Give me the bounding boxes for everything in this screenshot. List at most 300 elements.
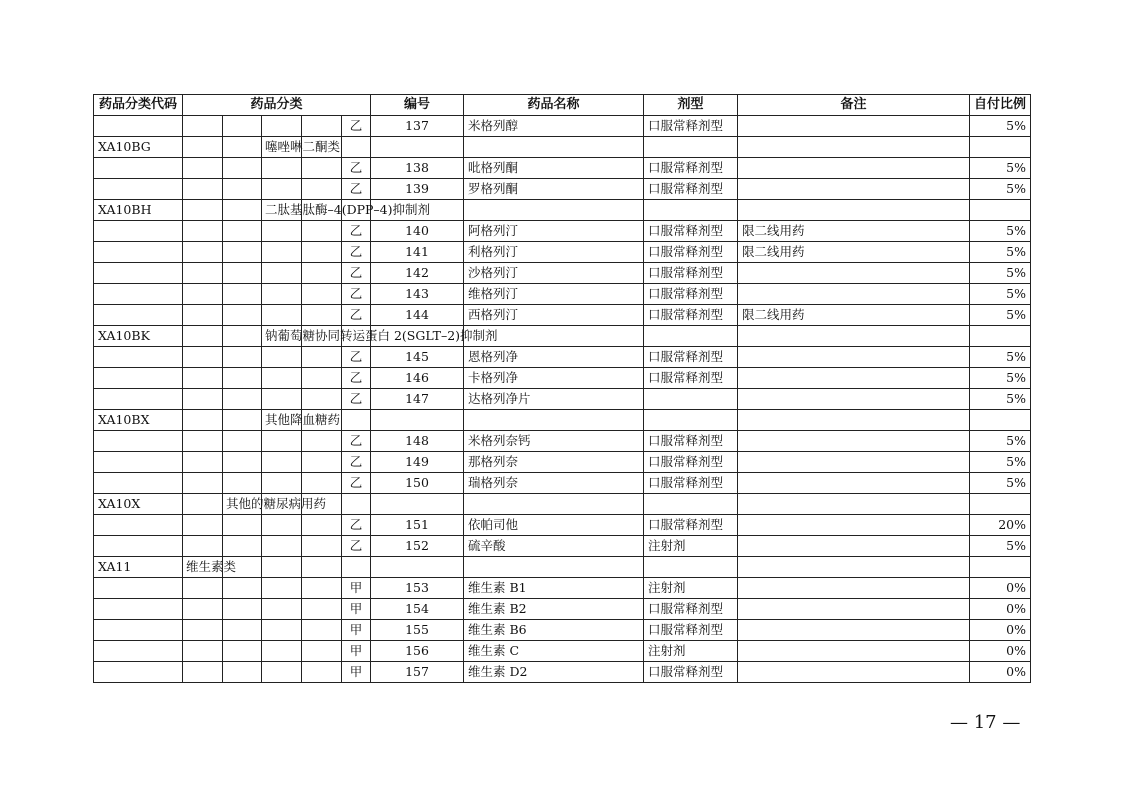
dosage-form-cell: 口服常释剂型 — [644, 620, 738, 641]
category-cell — [223, 326, 262, 347]
category-cell — [302, 641, 342, 662]
category-cell — [262, 536, 302, 557]
ratio-cell: 5% — [970, 431, 1031, 452]
category-cell — [262, 347, 302, 368]
category-cell — [262, 431, 302, 452]
note-cell — [738, 368, 970, 389]
category-cell — [262, 515, 302, 536]
category-cell — [223, 305, 262, 326]
category-cell — [183, 641, 223, 662]
category-cell — [223, 368, 262, 389]
drug-name-cell — [464, 410, 644, 431]
table-row-drug — [94, 536, 1031, 557]
drug-name-cell: 米格列醇 — [464, 116, 644, 137]
category-cell — [183, 599, 223, 620]
category-cell — [302, 662, 342, 683]
drug-name-cell — [464, 494, 644, 515]
note-cell — [738, 557, 970, 578]
grade-cell: 甲 — [342, 641, 371, 662]
category-cell — [223, 389, 262, 410]
number-cell: 148 — [371, 431, 464, 452]
category-code-cell: XA10BX — [94, 410, 183, 431]
ratio-cell: 5% — [970, 347, 1031, 368]
category-code-cell: XA10BH — [94, 200, 183, 221]
category-label: 其他降血糖药 — [265, 412, 341, 427]
category-cell — [183, 431, 223, 452]
drug-name-cell — [464, 200, 644, 221]
table-row-drug — [94, 452, 1031, 473]
category-cell — [262, 158, 302, 179]
ratio-cell: 0% — [970, 599, 1031, 620]
category-cell — [183, 347, 223, 368]
note-cell — [738, 515, 970, 536]
dosage-form-cell — [644, 137, 738, 158]
category-cell — [262, 263, 302, 284]
drug-table — [93, 94, 1031, 683]
dosage-form-cell: 口服常释剂型 — [644, 452, 738, 473]
number-cell: 143 — [371, 284, 464, 305]
category-cell — [223, 179, 262, 200]
header-category: 药品分类 — [183, 95, 371, 116]
number-cell: 152 — [371, 536, 464, 557]
table-row-drug — [94, 389, 1031, 410]
drug-name-cell: 依帕司他 — [464, 515, 644, 536]
note-cell — [738, 473, 970, 494]
number-cell: 145 — [371, 347, 464, 368]
number-cell: 140 — [371, 221, 464, 242]
category-cell — [223, 431, 262, 452]
category-cell — [262, 641, 302, 662]
code-cell — [94, 662, 183, 683]
note-cell — [738, 179, 970, 200]
category-cell — [223, 116, 262, 137]
dosage-form-cell: 注射剂 — [644, 641, 738, 662]
category-cell — [302, 620, 342, 641]
dosage-form-cell: 口服常释剂型 — [644, 158, 738, 179]
number-cell: 142 — [371, 263, 464, 284]
drug-name-cell: 维生素 D2 — [464, 662, 644, 683]
category-cell — [223, 410, 262, 431]
table-row-drug — [94, 431, 1031, 452]
note-cell — [738, 452, 970, 473]
grade-cell: 甲 — [342, 599, 371, 620]
note-cell: 限二线用药 — [738, 221, 970, 242]
note-cell — [738, 662, 970, 683]
grade-cell: 乙 — [342, 263, 371, 284]
note-cell — [738, 137, 970, 158]
grade-cell: 甲 — [342, 662, 371, 683]
category-cell — [183, 221, 223, 242]
code-cell — [94, 536, 183, 557]
grade-cell: 乙 — [342, 305, 371, 326]
category-cell — [302, 158, 342, 179]
category-cell — [183, 200, 223, 221]
category-cell — [183, 263, 223, 284]
number-cell: 156 — [371, 641, 464, 662]
ratio-cell — [970, 494, 1031, 515]
category-cell — [262, 368, 302, 389]
category-cell — [223, 137, 262, 158]
category-cell — [223, 599, 262, 620]
dosage-form-cell: 注射剂 — [644, 578, 738, 599]
code-cell — [94, 116, 183, 137]
dosage-form-cell: 口服常释剂型 — [644, 473, 738, 494]
number-cell: 150 — [371, 473, 464, 494]
ratio-cell: 5% — [970, 452, 1031, 473]
category-cell — [302, 284, 342, 305]
category-cell — [223, 494, 327, 515]
category-cell — [223, 536, 262, 557]
category-cell — [262, 473, 302, 494]
category-cell — [302, 473, 342, 494]
ratio-cell: 5% — [970, 263, 1031, 284]
grade-cell: 甲 — [342, 620, 371, 641]
header-number: 编号 — [371, 95, 464, 116]
header-code: 药品分类代码 — [94, 95, 183, 116]
category-cell — [223, 242, 262, 263]
dosage-form-cell: 口服常释剂型 — [644, 305, 738, 326]
category-cell — [183, 389, 223, 410]
category-cell — [183, 410, 223, 431]
category-cell — [183, 620, 223, 641]
dosage-form-cell — [644, 389, 738, 410]
drug-name-cell: 阿格列汀 — [464, 221, 644, 242]
category-cell — [183, 515, 223, 536]
drug-name-cell: 瑞格列奈 — [464, 473, 644, 494]
code-cell — [94, 263, 183, 284]
category-cell — [262, 200, 431, 221]
dosage-form-cell: 口服常释剂型 — [644, 221, 738, 242]
category-cell — [223, 515, 262, 536]
category-cell — [262, 179, 302, 200]
grade-cell: 乙 — [342, 158, 371, 179]
drug-name-cell: 维生素 B6 — [464, 620, 644, 641]
category-label: 其他的糖尿病用药 — [226, 496, 327, 511]
note-cell: 限二线用药 — [738, 242, 970, 263]
ratio-cell: 5% — [970, 158, 1031, 179]
number-cell: 141 — [371, 242, 464, 263]
number-cell — [371, 410, 464, 431]
table-row-category — [94, 557, 1031, 578]
category-label: 钠葡萄糖协同转运蛋白 2(SGLT–2)抑制剂 — [265, 328, 498, 343]
grade-cell — [342, 410, 371, 431]
category-cell — [183, 179, 223, 200]
note-cell — [738, 431, 970, 452]
code-cell — [94, 179, 183, 200]
code-cell — [94, 515, 183, 536]
drug-name-cell — [464, 137, 644, 158]
ratio-cell: 5% — [970, 305, 1031, 326]
table-row-drug — [94, 158, 1031, 179]
drug-name-cell: 罗格列酮 — [464, 179, 644, 200]
category-cell — [223, 641, 262, 662]
table-row-drug — [94, 599, 1031, 620]
category-cell — [223, 473, 262, 494]
table-row-category — [94, 137, 1031, 158]
category-cell — [302, 263, 342, 284]
header-ratio: 自付比例 — [970, 95, 1031, 116]
dosage-form-cell: 注射剂 — [644, 536, 738, 557]
category-cell — [262, 116, 302, 137]
ratio-cell: 5% — [970, 473, 1031, 494]
code-cell — [94, 347, 183, 368]
table-row-drug — [94, 116, 1031, 137]
category-cell — [262, 305, 302, 326]
table-row-drug — [94, 515, 1031, 536]
category-cell — [262, 410, 341, 431]
note-cell — [738, 620, 970, 641]
grade-cell: 乙 — [342, 515, 371, 536]
category-cell — [302, 536, 342, 557]
number-cell: 147 — [371, 389, 464, 410]
category-cell — [183, 473, 223, 494]
category-cell — [262, 221, 302, 242]
category-label: 二肽基肽酶–4(DPP–4)抑制剂 — [265, 202, 431, 217]
grade-cell: 乙 — [342, 116, 371, 137]
ratio-cell: 5% — [970, 536, 1031, 557]
table-row-drug — [94, 221, 1031, 242]
number-cell: 149 — [371, 452, 464, 473]
ratio-cell: 5% — [970, 368, 1031, 389]
note-cell — [738, 410, 970, 431]
ratio-cell: 5% — [970, 389, 1031, 410]
dosage-form-cell: 口服常释剂型 — [644, 368, 738, 389]
note-cell — [738, 389, 970, 410]
ratio-cell: 5% — [970, 221, 1031, 242]
table-row-drug — [94, 473, 1031, 494]
header-form: 剂型 — [644, 95, 738, 116]
note-cell — [738, 326, 970, 347]
number-cell — [371, 137, 464, 158]
drug-name-cell: 利格列汀 — [464, 242, 644, 263]
drug-name-cell: 沙格列汀 — [464, 263, 644, 284]
dosage-form-cell: 口服常释剂型 — [644, 116, 738, 137]
code-cell — [94, 641, 183, 662]
category-cell — [223, 620, 262, 641]
table-row-category — [94, 494, 1031, 515]
category-cell — [302, 242, 342, 263]
category-cell — [302, 599, 342, 620]
note-cell — [738, 536, 970, 557]
category-cell — [183, 578, 223, 599]
dosage-form-cell — [644, 557, 738, 578]
category-cell — [262, 326, 498, 347]
ratio-cell: 5% — [970, 284, 1031, 305]
table-row-drug — [94, 620, 1031, 641]
category-cell — [223, 200, 262, 221]
table-row-drug — [94, 662, 1031, 683]
category-cell — [183, 368, 223, 389]
header-name: 药品名称 — [464, 95, 644, 116]
code-cell — [94, 368, 183, 389]
ratio-cell: 0% — [970, 662, 1031, 683]
grade-cell: 甲 — [342, 578, 371, 599]
code-cell — [94, 284, 183, 305]
category-cell — [223, 452, 262, 473]
table-row-drug — [94, 578, 1031, 599]
drug-name-cell: 维生素 B2 — [464, 599, 644, 620]
category-cell — [262, 242, 302, 263]
grade-cell — [342, 557, 371, 578]
category-code-cell: XA11 — [94, 557, 183, 578]
drug-name-cell: 米格列奈钙 — [464, 431, 644, 452]
category-cell — [302, 221, 342, 242]
table-row-drug — [94, 263, 1031, 284]
grade-cell: 乙 — [342, 179, 371, 200]
category-cell — [223, 158, 262, 179]
table-header-row — [94, 95, 1031, 116]
category-cell — [183, 116, 223, 137]
ratio-cell: 0% — [970, 641, 1031, 662]
table-row-drug — [94, 305, 1031, 326]
category-cell — [262, 557, 302, 578]
category-cell — [302, 368, 342, 389]
number-cell: 138 — [371, 158, 464, 179]
page-number: — 17 — — [950, 712, 1021, 733]
number-cell: 144 — [371, 305, 464, 326]
grade-cell: 乙 — [342, 431, 371, 452]
category-cell — [262, 452, 302, 473]
number-cell: 151 — [371, 515, 464, 536]
grade-cell — [342, 137, 371, 158]
note-cell — [738, 347, 970, 368]
dosage-form-cell: 口服常释剂型 — [644, 515, 738, 536]
dosage-form-cell — [644, 200, 738, 221]
drug-name-cell: 那格列奈 — [464, 452, 644, 473]
ratio-cell: 0% — [970, 578, 1031, 599]
ratio-cell: 0% — [970, 620, 1031, 641]
grade-cell: 乙 — [342, 389, 371, 410]
category-code-cell: XA10BG — [94, 137, 183, 158]
category-cell — [223, 263, 262, 284]
number-cell — [371, 494, 464, 515]
category-cell — [183, 137, 223, 158]
table-row-drug — [94, 347, 1031, 368]
category-cell — [183, 158, 223, 179]
drug-name-cell: 西格列汀 — [464, 305, 644, 326]
note-cell — [738, 578, 970, 599]
category-cell — [302, 515, 342, 536]
note-cell — [738, 116, 970, 137]
category-cell — [223, 662, 262, 683]
number-cell: 153 — [371, 578, 464, 599]
ratio-cell: 20% — [970, 515, 1031, 536]
table-row-drug — [94, 242, 1031, 263]
category-code-cell: XA10X — [94, 494, 183, 515]
category-cell — [262, 137, 341, 158]
grade-cell: 乙 — [342, 452, 371, 473]
code-cell — [94, 431, 183, 452]
category-cell — [302, 305, 342, 326]
drug-name-cell: 恩格列净 — [464, 347, 644, 368]
dosage-form-cell: 口服常释剂型 — [644, 599, 738, 620]
category-cell — [262, 284, 302, 305]
note-cell — [738, 599, 970, 620]
category-cell — [302, 452, 342, 473]
category-cell — [302, 116, 342, 137]
note-cell — [738, 494, 970, 515]
category-cell — [183, 557, 237, 578]
code-cell — [94, 242, 183, 263]
ratio-cell: 5% — [970, 242, 1031, 263]
category-label: 维生素类 — [186, 559, 237, 574]
code-cell — [94, 578, 183, 599]
number-cell: 154 — [371, 599, 464, 620]
category-cell — [262, 662, 302, 683]
drug-name-cell: 维生素 B1 — [464, 578, 644, 599]
table-row-category — [94, 410, 1031, 431]
ratio-cell — [970, 137, 1031, 158]
note-cell — [738, 641, 970, 662]
header-note: 备注 — [738, 95, 970, 116]
dosage-form-cell — [644, 410, 738, 431]
note-cell — [738, 200, 970, 221]
grade-cell: 乙 — [342, 368, 371, 389]
dosage-form-cell: 口服常释剂型 — [644, 242, 738, 263]
category-cell — [183, 662, 223, 683]
grade-cell: 乙 — [342, 221, 371, 242]
grade-cell: 乙 — [342, 347, 371, 368]
grade-cell: 乙 — [342, 473, 371, 494]
category-cell — [183, 494, 223, 515]
dosage-form-cell: 口服常释剂型 — [644, 431, 738, 452]
category-cell — [262, 599, 302, 620]
dosage-form-cell: 口服常释剂型 — [644, 263, 738, 284]
table-row-drug — [94, 368, 1031, 389]
number-cell — [371, 557, 464, 578]
grade-cell: 乙 — [342, 284, 371, 305]
number-cell: 155 — [371, 620, 464, 641]
drug-name-cell: 达格列净片 — [464, 389, 644, 410]
number-cell: 146 — [371, 368, 464, 389]
drug-name-cell: 维生素 C — [464, 641, 644, 662]
number-cell: 139 — [371, 179, 464, 200]
category-cell — [183, 452, 223, 473]
category-label: 噻唑啉二酮类 — [265, 139, 341, 154]
table-row-drug — [94, 179, 1031, 200]
category-cell — [223, 347, 262, 368]
table-body — [94, 116, 1031, 683]
dosage-form-cell — [644, 494, 738, 515]
number-cell: 157 — [371, 662, 464, 683]
drug-name-cell: 卡格列净 — [464, 368, 644, 389]
ratio-cell — [970, 326, 1031, 347]
drug-name-cell: 硫辛酸 — [464, 536, 644, 557]
number-cell: 137 — [371, 116, 464, 137]
table-row-category — [94, 200, 1031, 221]
dosage-form-cell: 口服常释剂型 — [644, 347, 738, 368]
grade-cell: 乙 — [342, 242, 371, 263]
code-cell — [94, 221, 183, 242]
dosage-form-cell: 口服常释剂型 — [644, 179, 738, 200]
category-cell — [262, 620, 302, 641]
note-cell — [738, 158, 970, 179]
category-cell — [302, 179, 342, 200]
code-cell — [94, 452, 183, 473]
grade-cell: 乙 — [342, 536, 371, 557]
category-cell — [223, 221, 262, 242]
code-cell — [94, 599, 183, 620]
grade-cell — [342, 494, 371, 515]
code-cell — [94, 620, 183, 641]
note-cell — [738, 284, 970, 305]
category-cell — [183, 284, 223, 305]
category-cell — [262, 389, 302, 410]
table-row-category — [94, 326, 1031, 347]
ratio-cell: 5% — [970, 116, 1031, 137]
ratio-cell — [970, 557, 1031, 578]
category-cell — [302, 578, 342, 599]
